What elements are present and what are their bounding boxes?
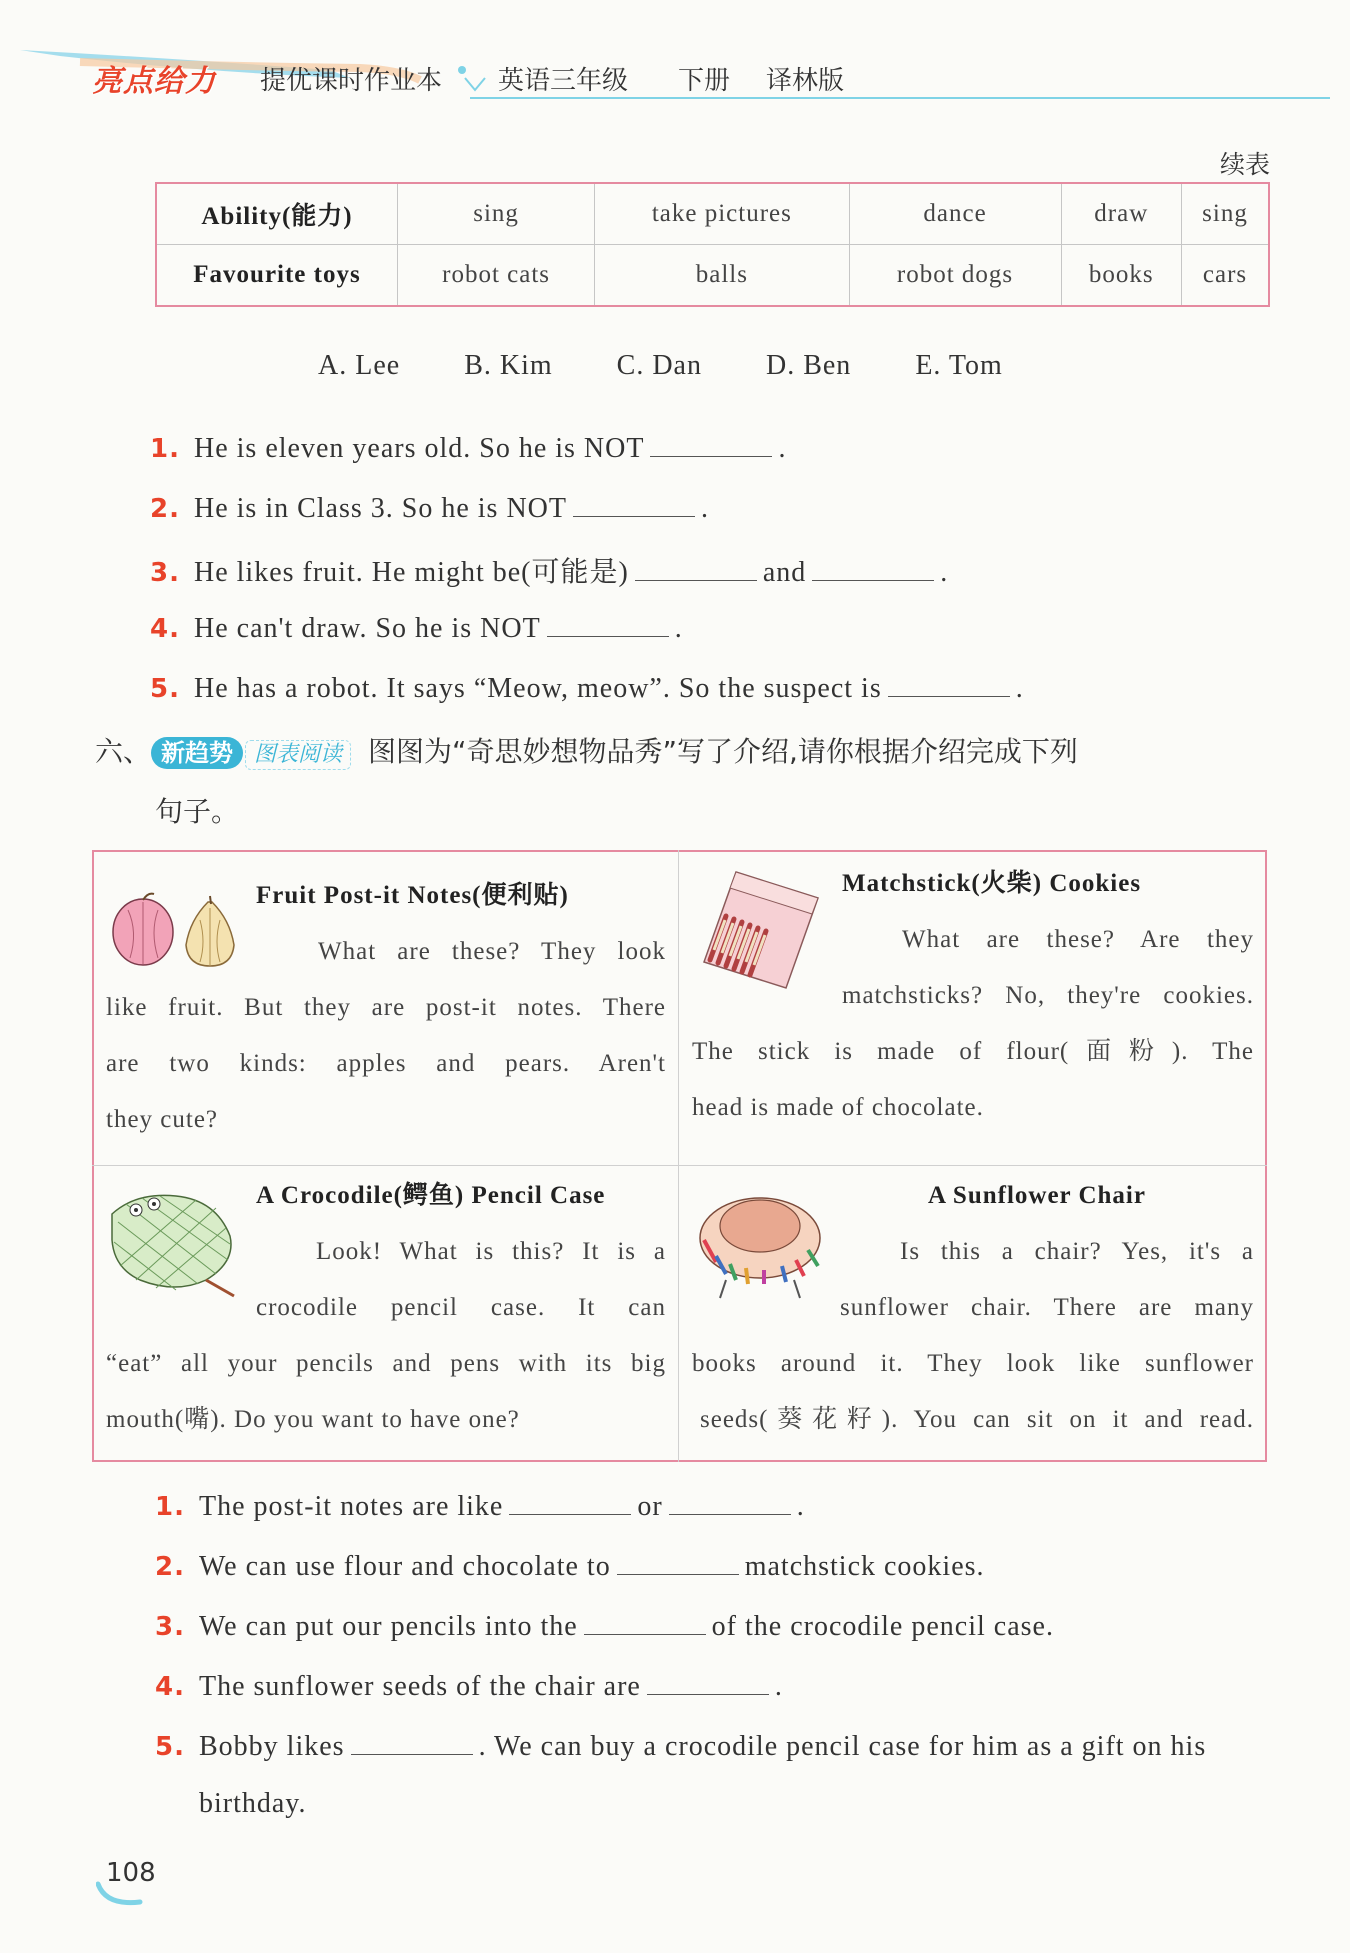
question-text: We can put our pencils into the [199, 1611, 578, 1642]
question-item [155, 1728, 1206, 1763]
matchstick-cookies-text: matchsticks? No, they're cookies. [842, 982, 1254, 1009]
sunflower-chair-title: A Sunflower Chair [928, 1182, 1146, 1209]
sunflower-chair-text: Is this a chair? Yes, it's a [900, 1238, 1254, 1265]
fruit-notes-title: Fruit Post-it Notes(便利贴) [256, 882, 569, 909]
question-item [150, 670, 1024, 705]
crocodile-pencil-case-illustration [106, 1184, 241, 1304]
sunflower-chair-illustration [696, 1180, 826, 1300]
question-number: 1. [150, 434, 180, 464]
table-cell: books [1061, 245, 1181, 307]
crocodile-case-text: Look! What is this? It is a [316, 1238, 666, 1265]
question-text: or [637, 1491, 663, 1522]
section-six-header [95, 730, 1078, 770]
answer-blank[interactable] [509, 1488, 631, 1515]
fruit-notes-text: they cute? [106, 1106, 219, 1133]
question-text: of the crocodile pencil case. [711, 1611, 1054, 1642]
question-text: He has a robot. It says “Meow, meow”. So the suspect is [194, 673, 882, 704]
table-row [156, 183, 1269, 245]
table-cell: take pictures [595, 183, 849, 245]
question-text: The post-it notes are like [199, 1491, 504, 1522]
grade-label: 英语三年级 [498, 66, 629, 96]
question-number: 5. [155, 1732, 185, 1762]
crocodile-case-title: A Crocodile(鳄鱼) Pencil Case [256, 1182, 606, 1209]
box-divider-horizontal [92, 1165, 1267, 1166]
continued-label: 续表 [1219, 150, 1270, 179]
crocodile-case-text: “eat” all your pencils and pens with its big [106, 1350, 666, 1377]
table-cell: sing [398, 183, 595, 245]
table-cell: sing [1182, 183, 1270, 245]
fruit-notes-illustration [108, 890, 243, 970]
question-text: He is in Class 3. So he is NOT [194, 493, 567, 524]
option-a: A. Lee [318, 350, 401, 381]
question-item [150, 490, 709, 525]
crocodile-case-text: mouth(嘴). Do you want to have one? [106, 1406, 520, 1433]
row-header-toys: Favourite toys [156, 245, 398, 307]
question-text: matchstick cookies. [744, 1551, 985, 1582]
section-instruction-cont: 句子。 [155, 795, 240, 828]
question-number: 3. [150, 558, 180, 588]
question-item [150, 430, 786, 465]
table-cell: cars [1182, 245, 1270, 307]
table-cell: robot cats [398, 245, 595, 307]
volume-label: 下册 [678, 66, 731, 96]
edition-label: 译林版 [766, 66, 845, 96]
question-item [155, 1608, 1054, 1643]
table-cell: draw [1061, 183, 1181, 245]
question-text: . [1015, 673, 1024, 704]
question-text: The sunflower seeds of the chair are [199, 1671, 641, 1702]
option-b: B. Kim [464, 350, 553, 381]
sunflower-chair-text: books around it. They look like sunflower [692, 1350, 1254, 1377]
matchstick-cookies-text: What are these? Are they [902, 926, 1254, 953]
question-item [150, 550, 948, 590]
fruit-notes-text: What are these? They look [318, 938, 666, 965]
question-text: We can use flour and chocolate to [199, 1551, 611, 1582]
question-number: 5. [150, 674, 180, 704]
question-number: 4. [155, 1672, 185, 1702]
answer-options [318, 350, 1059, 382]
question-text: He is eleven years old. So he is NOT [194, 433, 645, 464]
answer-blank[interactable] [573, 490, 695, 517]
answer-blank[interactable] [669, 1488, 791, 1515]
fruit-notes-text: like fruit. But they are post-it notes. There [106, 994, 666, 1021]
table-cell: balls [595, 245, 849, 307]
table-cell: dance [849, 183, 1061, 245]
header-divider [470, 97, 1330, 99]
answer-blank[interactable] [547, 610, 669, 637]
sunflower-chair-text: seeds(葵花籽). You can sit on it and read. [700, 1406, 1254, 1433]
section-number: 六、 [95, 735, 152, 768]
answer-blank[interactable] [888, 670, 1010, 697]
answer-blank[interactable] [584, 1608, 706, 1635]
option-e: E. Tom [915, 350, 1003, 381]
option-c: C. Dan [616, 350, 702, 381]
question-item [155, 1668, 783, 1703]
fruit-notes-text: are two kinds: apples and pears. Aren't [106, 1050, 666, 1077]
answer-blank[interactable] [351, 1728, 473, 1755]
question-number: 2. [155, 1552, 185, 1582]
question-text: He likes fruit. He might be(可能是) [194, 557, 629, 588]
ability-table [155, 182, 1270, 307]
brand-logo: 亮点给力 [92, 64, 216, 99]
question-number: 3. [155, 1612, 185, 1642]
trend-badge: 新趋势 [151, 737, 243, 769]
question-item [150, 610, 683, 645]
chart-reading-badge: 图表阅读 [245, 740, 351, 770]
sunflower-chair-text: sunflower chair. There are many [840, 1294, 1254, 1321]
question-text: . [674, 613, 683, 644]
question-text: . [940, 557, 949, 588]
book-subtitle: 提优课时作业本 [260, 66, 443, 96]
matchstick-cookies-text: The stick is made of flour(面粉). The [692, 1038, 1254, 1065]
question-text: and [762, 557, 807, 588]
question-text-continued: birthday. [199, 1788, 307, 1819]
section-instruction: 图图为“奇思妙想物品秀”写了介绍,请你根据介绍完成下列 [367, 735, 1078, 768]
answer-blank[interactable] [647, 1668, 769, 1695]
question-text: . [796, 1491, 805, 1522]
question-text: Bobby likes [199, 1731, 345, 1762]
question-item [155, 1488, 805, 1523]
question-number: 4. [150, 614, 180, 644]
option-d: D. Ben [765, 350, 852, 381]
table-row [156, 245, 1269, 307]
row-header-ability: Ability(能力) [156, 183, 398, 245]
answer-blank[interactable] [812, 554, 934, 581]
crocodile-case-text: crocodile pencil case. It can [256, 1294, 666, 1321]
question-text: . [774, 1671, 783, 1702]
question-text: . [778, 433, 787, 464]
answer-blank[interactable] [617, 1548, 739, 1575]
question-item [155, 1548, 985, 1583]
table-cell: robot dogs [849, 245, 1061, 307]
question-text: . [701, 493, 709, 524]
question-text: . We can buy a crocodile pencil case for him as a gift on his [478, 1731, 1207, 1762]
question-number: 2. [150, 494, 180, 524]
answer-blank[interactable] [635, 554, 757, 581]
answer-blank[interactable] [650, 430, 772, 457]
matchstick-cookies-title: Matchstick(火柴) Cookies [842, 870, 1142, 897]
question-number: 1. [155, 1492, 185, 1522]
box-divider-vertical [678, 850, 679, 1462]
matchstick-cookies-illustration [696, 868, 824, 996]
matchstick-cookies-text: head is made of chocolate. [692, 1094, 984, 1121]
question-text: He can't draw. So he is NOT [194, 613, 541, 644]
page-number: 108 [106, 1858, 156, 1888]
